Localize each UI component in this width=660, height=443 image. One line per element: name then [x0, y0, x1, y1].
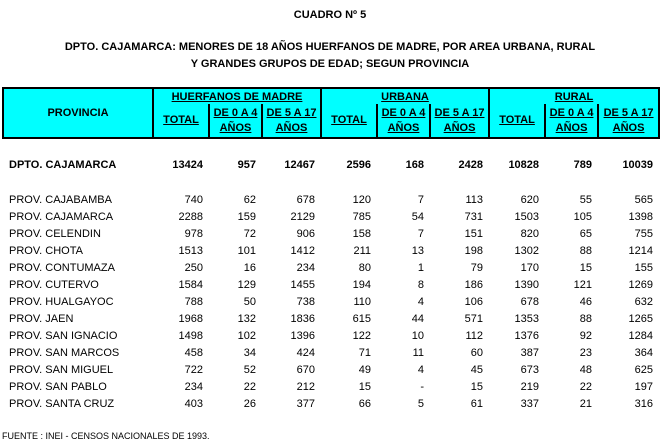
- table-body: [3, 138, 659, 413]
- row-name: PROV. SAN PABLO: [9, 381, 107, 393]
- cell-value: 1214: [628, 245, 654, 257]
- row-name: PROV. SANTA CRUZ: [9, 398, 115, 410]
- cell-value: 112: [465, 330, 484, 342]
- cell-value: 1498: [178, 330, 203, 342]
- cell-value: 4: [417, 296, 424, 308]
- col-age-0-4: DE 0 A 4 AÑOS: [545, 104, 598, 138]
- cell-value: 79: [470, 262, 484, 274]
- cell-value: 48: [579, 364, 593, 376]
- cell-value: 615: [352, 313, 371, 325]
- cell-value: 23: [579, 347, 593, 359]
- cuadro-label: CUADRO Nº 5: [293, 9, 367, 21]
- table-row: [3, 328, 659, 345]
- cell-value: 46: [579, 296, 593, 308]
- group-urbana: URBANA: [321, 88, 489, 104]
- table-row: [3, 243, 659, 260]
- cell-value: 387: [520, 347, 540, 359]
- cell-value: 2428: [458, 159, 484, 171]
- cell-value: 1390: [514, 279, 540, 291]
- cell-value: 364: [634, 347, 654, 359]
- cell-value: 13424: [172, 159, 203, 171]
- cell-value: 194: [352, 279, 371, 291]
- department-row: [3, 157, 659, 174]
- cell-value: 102: [237, 330, 256, 342]
- cell-value: 5: [417, 398, 424, 410]
- cell-value: 1284: [628, 330, 654, 342]
- col-age-5-17: DE 5 A 17 AÑOS: [430, 104, 489, 138]
- cell-value: 168: [405, 159, 424, 171]
- cell-value: 13: [411, 245, 424, 257]
- cell-value: 60: [470, 347, 484, 359]
- table-row: [3, 345, 659, 362]
- table-header: [3, 88, 659, 138]
- cell-value: 7: [417, 194, 424, 206]
- cell-value: 15: [470, 381, 484, 393]
- cell-value: 316: [634, 398, 654, 410]
- cell-value: 155: [634, 262, 654, 274]
- cell-value: 10: [411, 330, 424, 342]
- cell-value: 632: [634, 296, 654, 308]
- col-age-5-17: DE 5 A 17 AÑOS: [598, 104, 659, 138]
- cell-value: 403: [184, 398, 203, 410]
- table-row: [3, 396, 659, 413]
- cell-value: 71: [358, 347, 371, 359]
- cell-value: 66: [358, 398, 371, 410]
- source-note: FUENTE : INEI - CENSOS NACIONALES DE 1993.: [2, 431, 210, 441]
- cell-value: 105: [573, 211, 593, 223]
- cell-value: 1396: [290, 330, 315, 342]
- cell-value: 21: [579, 398, 593, 410]
- cell-value: 88: [579, 245, 593, 257]
- cell-value: 198: [464, 245, 484, 257]
- cell-value: 620: [520, 194, 540, 206]
- cell-value: 197: [634, 381, 654, 393]
- cell-value: 1503: [514, 211, 540, 223]
- col-provincia: PROVINCIA: [3, 88, 153, 138]
- row-name: PROV. CAJABAMBA: [9, 194, 112, 206]
- row-name: PROV. CAJAMARCA: [9, 211, 114, 223]
- cell-value: 1398: [628, 211, 654, 223]
- cell-value: 906: [296, 228, 315, 240]
- cell-value: 731: [464, 211, 484, 223]
- cell-value: 159: [237, 211, 256, 223]
- cell-value: 61: [470, 398, 484, 410]
- cell-value: 1302: [514, 245, 540, 257]
- row-name: PROV. SAN IGNACIO: [9, 330, 118, 342]
- cell-value: 49: [358, 364, 371, 376]
- cell-value: 755: [634, 228, 654, 240]
- row-name: DPTO. CAJAMARCA: [9, 159, 117, 171]
- cell-value: 820: [520, 228, 540, 240]
- col-age-5-17: DE 5 A 17 AÑOS: [262, 104, 321, 138]
- cell-value: 50: [243, 296, 256, 308]
- cell-value: 26: [243, 398, 256, 410]
- cell-value: 15: [358, 381, 371, 393]
- cell-value: 170: [520, 262, 540, 274]
- row-name: PROV. HUALGAYOC: [9, 296, 114, 308]
- row-name: PROV. CELENDIN: [9, 228, 101, 240]
- cell-value: 45: [470, 364, 484, 376]
- cell-value: 1269: [628, 279, 654, 291]
- cell-value: 65: [579, 228, 593, 240]
- cell-value: 7: [417, 228, 424, 240]
- cell-value: 22: [579, 381, 593, 393]
- cell-value: 22: [243, 381, 256, 393]
- cell-value: 1968: [178, 313, 203, 325]
- cell-value: 2129: [290, 211, 315, 223]
- cell-value: 110: [353, 296, 371, 308]
- cell-value: 10828: [508, 159, 540, 171]
- table-row: [3, 294, 659, 311]
- cell-value: 458: [184, 347, 203, 359]
- cell-value: 16: [243, 262, 256, 274]
- cell-value: 1455: [290, 279, 315, 291]
- cell-value: 785: [352, 211, 371, 223]
- cell-value: 377: [296, 398, 315, 410]
- cell-value: 52: [243, 364, 256, 376]
- cell-value: 234: [184, 381, 203, 393]
- cell-value: 4: [417, 364, 424, 376]
- cell-value: 186: [464, 279, 484, 291]
- cell-value: 15: [579, 262, 593, 274]
- cell-value: 1836: [290, 313, 315, 325]
- table-row: [3, 209, 659, 226]
- cell-value: 625: [634, 364, 654, 376]
- cell-value: 678: [520, 296, 540, 308]
- table-row: [3, 311, 659, 328]
- cell-value: 678: [296, 194, 315, 206]
- col-age-0-4: DE 0 A 4 AÑOS: [377, 104, 430, 138]
- cell-value: 2288: [178, 211, 203, 223]
- cell-value: 738: [296, 296, 315, 308]
- cell-value: 101: [237, 245, 256, 257]
- cell-value: 978: [184, 228, 203, 240]
- title-line-2: Y GRANDES GRUPOS DE EDAD; SEGUN PROVINCIA: [190, 58, 470, 70]
- cell-value: 722: [184, 364, 203, 376]
- cell-value: 1584: [178, 279, 203, 291]
- cell-value: 1376: [514, 330, 540, 342]
- table-row: [3, 192, 659, 209]
- cell-value: 212: [296, 381, 315, 393]
- cell-value: 1412: [290, 245, 315, 257]
- cell-value: 55: [579, 194, 593, 206]
- row-name: PROV. CHOTA: [9, 245, 83, 257]
- row-name: PROV. SAN MARCOS: [9, 347, 120, 359]
- cell-value: 2596: [346, 159, 371, 171]
- cell-value: 132: [237, 313, 256, 325]
- cell-value: 424: [296, 347, 315, 359]
- cell-value: 234: [296, 262, 315, 274]
- cell-value: 113: [465, 194, 484, 206]
- cell-value: 337: [520, 398, 540, 410]
- cell-value: 80: [358, 262, 371, 274]
- cell-value: 788: [184, 296, 203, 308]
- cell-value: 1513: [178, 245, 203, 257]
- cell-value: 106: [464, 296, 484, 308]
- cell-value: 571: [464, 313, 484, 325]
- cell-value: 121: [573, 279, 593, 291]
- table-row: [3, 277, 659, 294]
- table-row: [3, 226, 659, 243]
- title-line-1: DPTO. CAJAMARCA: MENORES DE 18 AÑOS HUERFANOS DE MADRE, POR AREA URBANA, RURAL: [64, 41, 596, 53]
- cell-value: 8: [417, 279, 424, 291]
- cell-value: 740: [184, 194, 203, 206]
- cell-value: 72: [243, 228, 256, 240]
- col-age-0-4: DE 0 A 4 AÑOS: [209, 104, 262, 138]
- cell-value: 12467: [284, 159, 315, 171]
- table-row: [3, 260, 659, 277]
- cell-value: 151: [464, 228, 484, 240]
- col-total: TOTAL: [153, 104, 209, 138]
- cell-value: 219: [520, 381, 540, 393]
- cell-value: 11: [412, 347, 424, 359]
- table-row: [3, 362, 659, 379]
- cell-value: 789: [573, 159, 593, 171]
- cell-value: 1265: [628, 313, 654, 325]
- cell-value: 62: [243, 194, 256, 206]
- cell-value: 34: [243, 347, 256, 359]
- cell-value: 670: [296, 364, 315, 376]
- cell-value: 158: [352, 228, 371, 240]
- row-name: PROV. JAEN: [9, 313, 74, 325]
- row-name: PROV. SAN MIGUEL: [9, 364, 114, 376]
- cell-value: 673: [520, 364, 540, 376]
- cell-value: 1353: [514, 313, 540, 325]
- cell-value: 54: [411, 211, 424, 223]
- data-table: [2, 87, 660, 413]
- cell-value: 250: [184, 262, 203, 274]
- cell-value: 565: [634, 194, 654, 206]
- cell-value: 129: [237, 279, 256, 291]
- cell-value: 88: [579, 313, 593, 325]
- cell-value: 120: [352, 194, 371, 206]
- cell-value: 957: [237, 159, 256, 171]
- row-name: PROV. CUTERVO: [9, 279, 99, 291]
- cell-value: 1: [417, 262, 424, 274]
- cell-value: 122: [352, 330, 371, 342]
- cell-value: 211: [353, 245, 371, 257]
- cell-value: 92: [579, 330, 593, 342]
- cell-value: -: [420, 381, 424, 393]
- group-rural: RURAL: [489, 88, 659, 104]
- cell-value: 44: [411, 313, 424, 325]
- group-huerfanos: HUERFANOS DE MADRE: [153, 88, 321, 104]
- table-row: [3, 379, 659, 396]
- col-total: TOTAL: [321, 104, 377, 138]
- cell-value: 10039: [622, 159, 654, 171]
- row-name: PROV. CONTUMAZA: [9, 262, 115, 274]
- col-total: TOTAL: [489, 104, 545, 138]
